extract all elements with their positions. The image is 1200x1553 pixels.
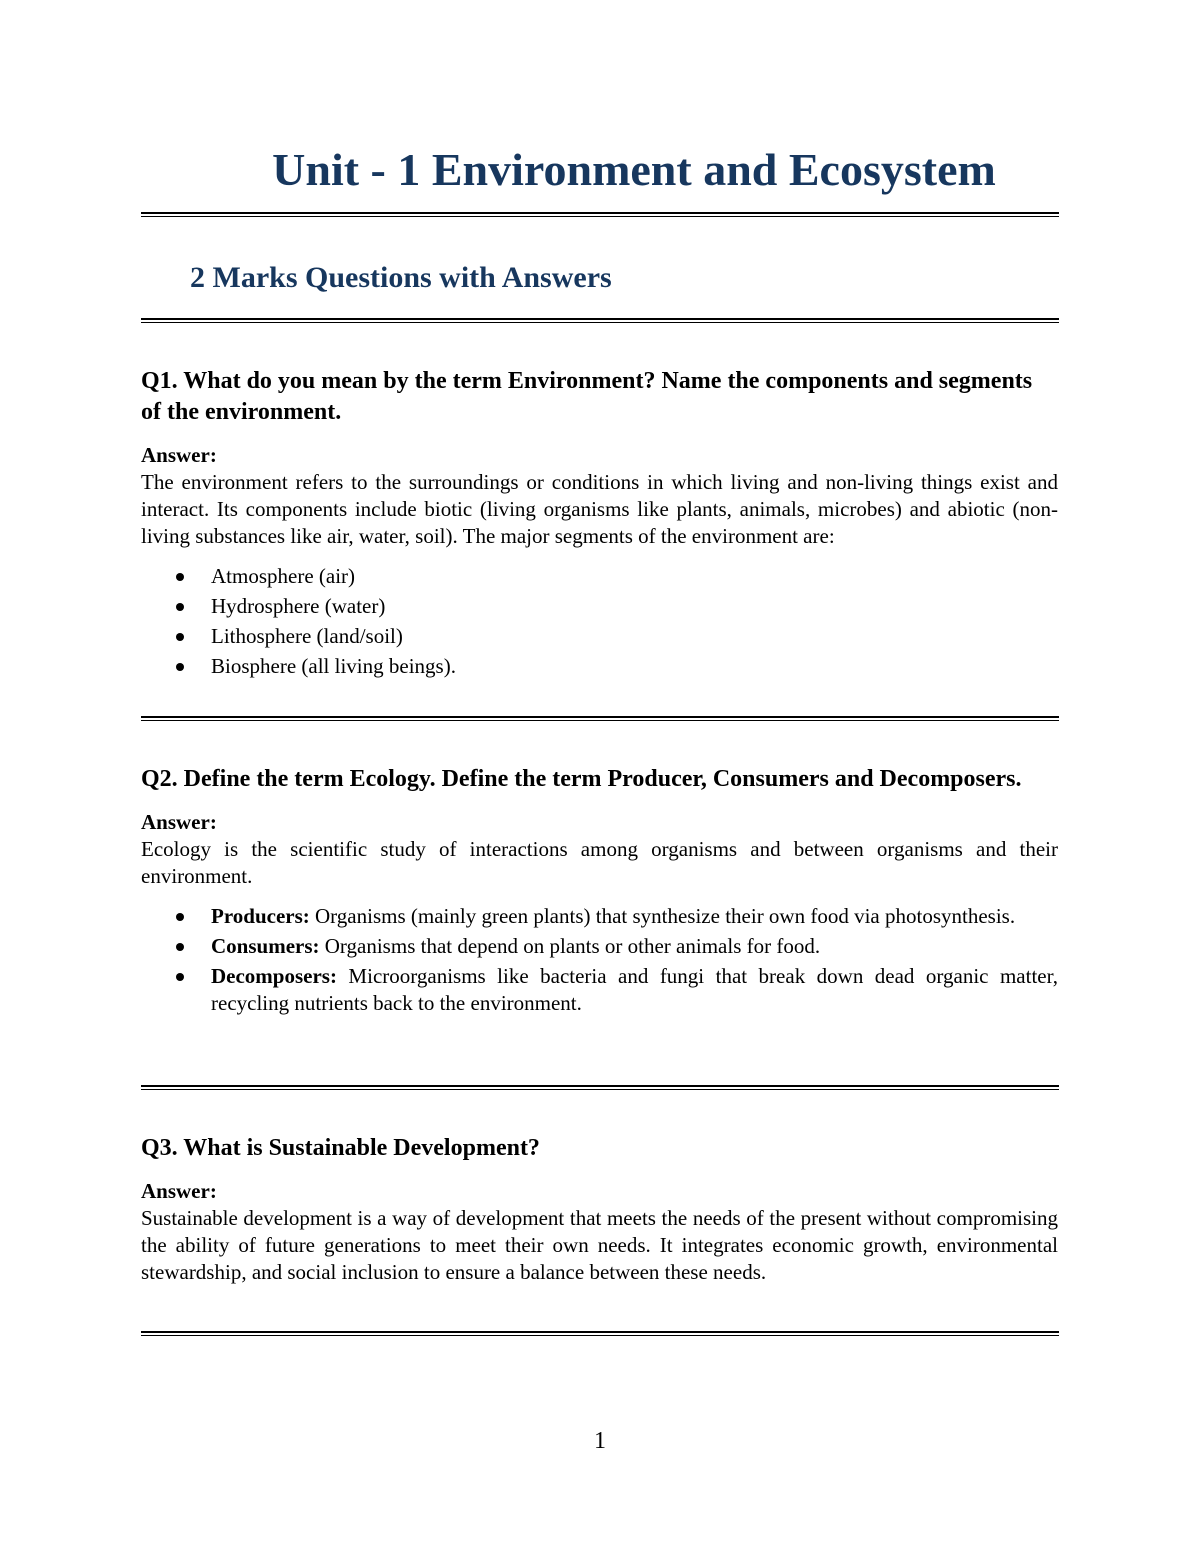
definition-consumers: Organisms that depend on plants or other animals for food. bbox=[319, 934, 821, 958]
list-item-text: Lithosphere (land/soil) bbox=[211, 624, 403, 648]
question-1: Q1. What do you mean by the term Environment? Name the components and segments of the environment. bbox=[141, 368, 1033, 425]
question-1-divider bbox=[141, 716, 1059, 721]
answer-text-3: Sustainable development is a way of development that meets the needs of the present without compromising the ability of future generations to meet their own needs. It integrates economic growth, environmental stewardship, and social inclusion to ensure a balance between these needs. bbox=[141, 1206, 1058, 1284]
page-title: Unit - 1 Environment and Ecosystem bbox=[272, 144, 996, 195]
question-block-2 bbox=[141, 764, 1058, 1020]
answer-text-2: Ecology is the scientific study of interactions among organisms and between organisms and their environment. bbox=[141, 837, 1058, 888]
question-3: Q3. What is Sustainable Development? bbox=[141, 1135, 540, 1161]
list-item bbox=[141, 623, 1058, 650]
list-item-text: Biosphere (all living beings). bbox=[211, 654, 456, 678]
question-block-3 bbox=[141, 1133, 1058, 1299]
list-item bbox=[141, 903, 1058, 930]
title-divider bbox=[141, 212, 1059, 217]
definition-producers: Organisms (mainly green plants) that synthesize their own food via photosynthesis. bbox=[309, 904, 1016, 928]
list-item bbox=[141, 593, 1058, 620]
bullet-icon bbox=[176, 943, 184, 951]
bullet-icon bbox=[176, 913, 184, 921]
answer-text-1: The environment refers to the surroundings or conditions in which living and non-living things exist and interact. Its components include biotic (living organisms like plants, animals, microbes) and abiotic (non-living substances like air, water, soil). The major segments of the environment are: bbox=[141, 470, 1058, 548]
question-3-divider bbox=[141, 1331, 1059, 1336]
subtitle-divider bbox=[141, 318, 1059, 323]
bullet-icon bbox=[176, 573, 184, 581]
segments-list bbox=[141, 563, 1058, 680]
definitions-list bbox=[141, 903, 1058, 1017]
question-block-1 bbox=[141, 366, 1058, 683]
term-consumers: Consumers: bbox=[211, 934, 320, 958]
term-decomposers: Decomposers: bbox=[211, 964, 337, 988]
bullet-icon bbox=[176, 603, 184, 611]
list-item bbox=[141, 653, 1058, 680]
definition-decomposers: Microorganisms like bacteria and fungi that break down dead organic matter, recycling nutrients back to the environment. bbox=[211, 964, 1058, 1015]
list-item-text: Hydrosphere (water) bbox=[211, 594, 386, 618]
answer-label-2: Answer: bbox=[141, 810, 217, 834]
answer-label-1: Answer: bbox=[141, 443, 217, 467]
section-subtitle: 2 Marks Questions with Answers bbox=[190, 261, 612, 294]
question-2-divider bbox=[141, 1085, 1059, 1090]
bullet-icon bbox=[176, 633, 184, 641]
question-2: Q2. Define the term Ecology. Define the term Producer, Consumers and Decomposers. bbox=[141, 766, 1022, 792]
bullet-icon bbox=[176, 973, 184, 981]
list-item bbox=[141, 933, 1058, 960]
bullet-icon bbox=[176, 663, 184, 671]
list-item-text: Atmosphere (air) bbox=[211, 564, 356, 588]
list-item bbox=[141, 563, 1058, 590]
page-number: 1 bbox=[594, 1428, 606, 1454]
answer-label-3: Answer: bbox=[141, 1179, 217, 1203]
term-producers: Producers: bbox=[211, 904, 310, 928]
list-item bbox=[141, 963, 1058, 1017]
